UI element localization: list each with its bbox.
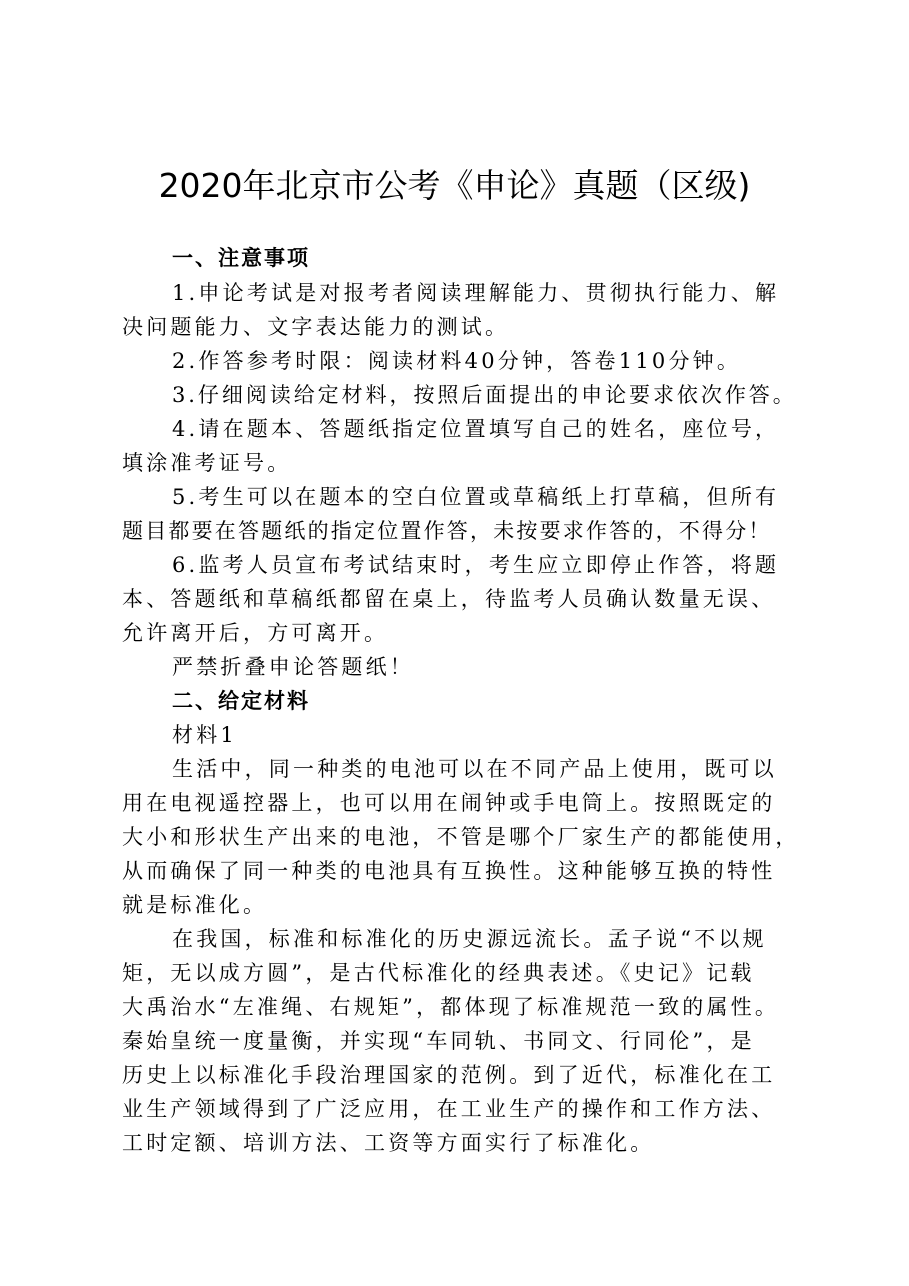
text-line: 从而确保了同一种类的电池具有互换性。这种能够互换的特性: [122, 859, 776, 883]
text-line: 大小和形状生产出来的电池，不管是哪个厂家生产的都能使用，: [122, 825, 800, 849]
text-line: 本、答题纸和草稿纸都留在桌上，待监考人员确认数量无误、: [122, 587, 776, 611]
text-line: 题目都要在答题纸的指定位置作答，未按要求作答的，不得分！: [122, 519, 772, 543]
text-line: 历史上以标准化手段治理国家的范例。到了近代，标准化在工: [122, 1063, 776, 1087]
section-heading-materials: 二、给定材料: [172, 689, 310, 713]
text-line: 5.考生可以在题本的空白位置或草稿纸上打草稿，但所有: [172, 485, 780, 509]
text-line: 1.申论考试是对报考者阅读理解能力、贯彻执行能力、解: [172, 281, 780, 305]
text-line: 大禹治水“左准绳、右规矩”，都体现了标准规范一致的属性。: [122, 995, 780, 1019]
text-line: 6.监考人员宣布考试结束时，考生应立即停止作答，将题: [172, 553, 780, 577]
document-title: 2020年北京市公考《申论》真题（区级): [158, 166, 751, 205]
text-line: 矩，无以成方圆”，是古代标准化的经典表述。《史记》记载: [122, 961, 755, 985]
text-line: 填涂准考证号。: [122, 451, 292, 475]
text-line: 工时定额、培训方法、工资等方面实行了标准化。: [122, 1131, 655, 1155]
text-line: 4.请在题本、答题纸指定位置填写自己的姓名，座位号，: [172, 417, 780, 441]
text-line: 决问题能力、文字表达能力的测试。: [122, 315, 510, 339]
text-line: 业生产领域得到了广泛应用，在工业生产的操作和工作方法、: [122, 1097, 776, 1121]
text-line: 用在电视遥控器上，也可以用在闹钟或手电筒上。按照既定的: [122, 791, 776, 815]
text-line: 在我国，标准和标准化的历史源远流长。孟子说“不以规: [172, 927, 767, 951]
material-label: 材料1: [172, 723, 237, 747]
text-line: 生活中，同一种类的电池可以在不同产品上使用，既可以: [172, 757, 777, 781]
text-line: 允许离开后，方可离开。: [122, 621, 389, 645]
text-line: 严禁折叠申论答题纸！: [172, 655, 414, 679]
text-line: 秦始皇统一度量衡，并实现“车同轨、书同文、行同伦”，是: [122, 1029, 755, 1053]
section-heading-notes: 一、注意事项: [172, 246, 310, 270]
text-line: 就是标准化。: [122, 893, 268, 917]
text-line: 2.作答参考时限：阅读材料40分钟，答卷110分钟。: [172, 349, 742, 373]
text-line: 3.仔细阅读给定材料，按照后面提出的申论要求依次作答。: [172, 383, 797, 407]
